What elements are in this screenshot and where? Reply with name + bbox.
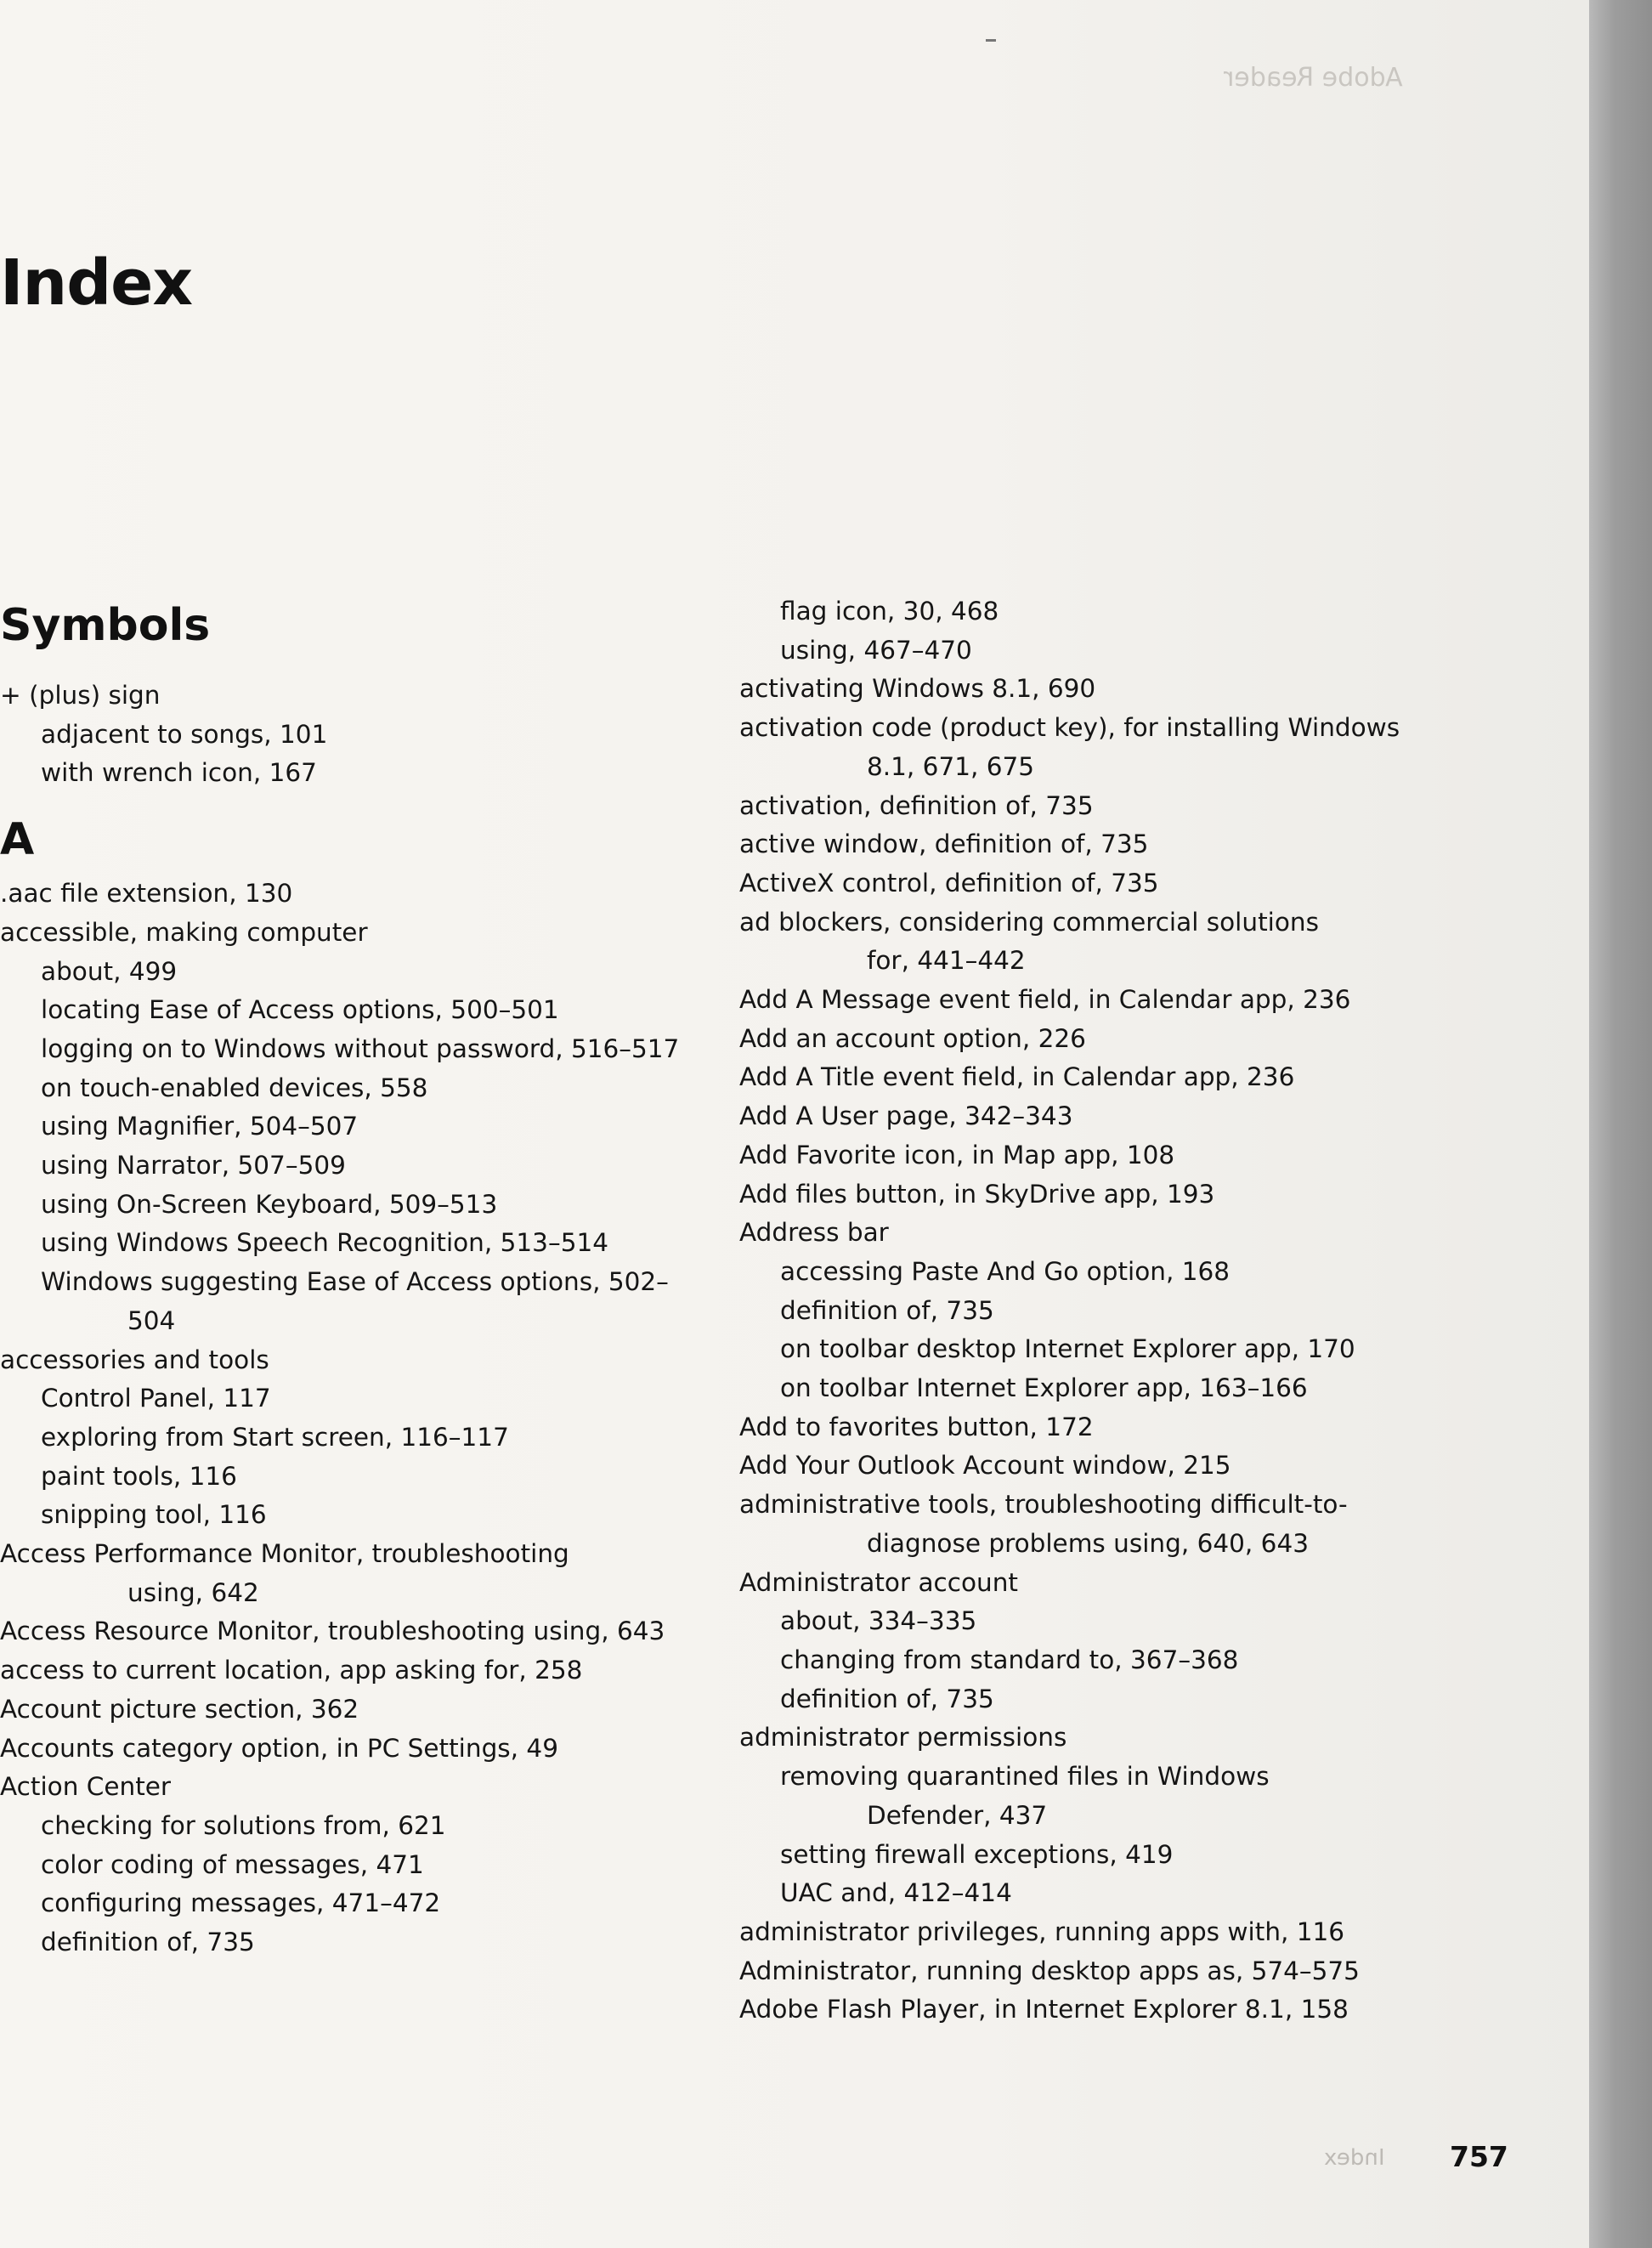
- index-entry: administrator privileges, running apps with, 116: [739, 1917, 1345, 1946]
- index-entry: definition of, 735: [780, 1684, 994, 1713]
- page-number: 757: [1450, 2140, 1508, 2173]
- index-entry: using, 467–470: [780, 635, 972, 665]
- index-entry: diagnose problems using, 640, 643: [867, 1528, 1309, 1558]
- index-entry: about, 334–335: [780, 1606, 977, 1636]
- a-entries-list: [0, 875, 722, 1962]
- index-entry: Add A User page, 342–343: [739, 1101, 1073, 1131]
- index-entry: Add to favorites button, 172: [739, 1412, 1094, 1441]
- index-entry: UAC and, 412–414: [780, 1878, 1012, 1908]
- index-entry: Defender, 437: [867, 1800, 1048, 1830]
- index-entry: administrative tools, troubleshooting difficult-to-: [739, 1490, 1348, 1520]
- page-edge-shadow: [1589, 0, 1652, 2248]
- index-entry: Address bar: [739, 1218, 889, 1248]
- index-entry: activation, definition of, 735: [739, 790, 1094, 820]
- index-entry: Accounts category option, in PC Settings, 49: [0, 1733, 558, 1763]
- index-entry: with wrench icon, 167: [41, 758, 317, 788]
- index-entry: locating Ease of Access options, 500–501: [41, 995, 559, 1025]
- index-entry: Add A Title event field, in Calendar app, 236: [739, 1062, 1295, 1092]
- index-entry: on toolbar desktop Internet Explorer app, 170: [780, 1334, 1355, 1364]
- index-entry: removing quarantined files in Windows: [780, 1762, 1270, 1792]
- index-entry: Administrator, running desktop apps as, 574–575: [739, 1956, 1360, 1985]
- index-entry: color coding of messages, 471: [41, 1849, 424, 1879]
- index-entry: Add an account option, 226: [739, 1023, 1086, 1053]
- index-entry: logging on to Windows without password, 516–517: [41, 1033, 680, 1063]
- index-entry: adjacent to songs, 101: [41, 719, 328, 749]
- index-entry: accessories and tools: [0, 1345, 269, 1374]
- ghost-header: Adobe Reader: [1224, 63, 1403, 93]
- left-column: [0, 600, 722, 1962]
- index-entry: accessible, making computer: [0, 917, 368, 947]
- index-entry: access to current location, app asking for, 258: [0, 1656, 583, 1685]
- index-entry: activating Windows 8.1, 690: [739, 674, 1096, 704]
- index-entry: Add Favorite icon, in Map app, 108: [739, 1140, 1175, 1169]
- index-entry: + (plus) sign: [0, 681, 161, 710]
- index-entry: ad blockers, considering commercial solutions: [739, 907, 1319, 937]
- index-entry: for, 441–442: [867, 946, 1026, 976]
- index-entry: Add A Message event field, in Calendar app, 236: [739, 985, 1351, 1015]
- footer-label: Index: [1324, 2145, 1385, 2171]
- index-entry: accessing Paste And Go option, 168: [780, 1256, 1231, 1286]
- index-entry: Access Performance Monitor, troubleshooting: [0, 1539, 569, 1569]
- index-entry: definition of, 735: [41, 1928, 255, 1957]
- top-mark: [986, 39, 996, 42]
- index-entry: using On-Screen Keyboard, 509–513: [41, 1189, 498, 1219]
- index-entry: Administrator account: [739, 1567, 1019, 1597]
- index-entry: Control Panel, 117: [41, 1384, 271, 1413]
- right-column: [739, 592, 1487, 2030]
- page-title: Index: [0, 246, 193, 320]
- index-entry: configuring messages, 471–472: [41, 1888, 441, 1918]
- index-entry: setting firewall exceptions, 419: [780, 1839, 1174, 1869]
- index-entry: Add files button, in SkyDrive app, 193: [739, 1179, 1215, 1209]
- index-entry: flag icon, 30, 468: [780, 597, 999, 626]
- index-entry: using Narrator, 507–509: [41, 1151, 346, 1181]
- symbols-heading: Symbols: [0, 600, 211, 651]
- index-entry: changing from standard to, 367–368: [780, 1645, 1239, 1674]
- index-entry: ActiveX control, definition of, 735: [739, 868, 1159, 898]
- index-entry: active window, definition of, 735: [739, 830, 1149, 859]
- index-entry: Add Your Outlook Account window, 215: [739, 1451, 1231, 1481]
- index-entry: Access Resource Monitor, troubleshooting using, 643: [0, 1617, 665, 1646]
- index-entry: Account picture section, 362: [0, 1694, 359, 1724]
- index-entry: on toolbar Internet Explorer app, 163–166: [780, 1373, 1308, 1403]
- index-entry: activation code (product key), for installing Windows: [739, 713, 1400, 743]
- index-entry: about, 499: [41, 956, 178, 986]
- a-heading: A: [0, 814, 35, 866]
- symbols-list: [0, 677, 722, 793]
- index-entry: 8.1, 671, 675: [867, 751, 1035, 781]
- index-entry: administrator permissions: [739, 1723, 1067, 1753]
- index-entry: 504: [127, 1305, 176, 1335]
- index-entry: snipping tool, 116: [41, 1500, 267, 1530]
- index-entry: on touch-enabled devices, 558: [41, 1073, 428, 1102]
- index-entry: .aac file extension, 130: [0, 879, 293, 909]
- index-entry: using Magnifier, 504–507: [41, 1112, 359, 1141]
- index-entry: Adobe Flash Player, in Internet Explorer 8.1, 158: [739, 1995, 1349, 2024]
- index-entry: Action Center: [0, 1772, 172, 1802]
- index-entry: checking for solutions from, 621: [41, 1810, 446, 1840]
- index-entry: definition of, 735: [780, 1295, 994, 1325]
- index-entry: exploring from Start screen, 116–117: [41, 1422, 509, 1452]
- index-entry: using Windows Speech Recognition, 513–514: [41, 1228, 608, 1258]
- index-entry: using, 642: [127, 1577, 259, 1607]
- index-entry: Windows suggesting Ease of Access options, 502–: [41, 1267, 669, 1297]
- index-entry: paint tools, 116: [41, 1461, 237, 1491]
